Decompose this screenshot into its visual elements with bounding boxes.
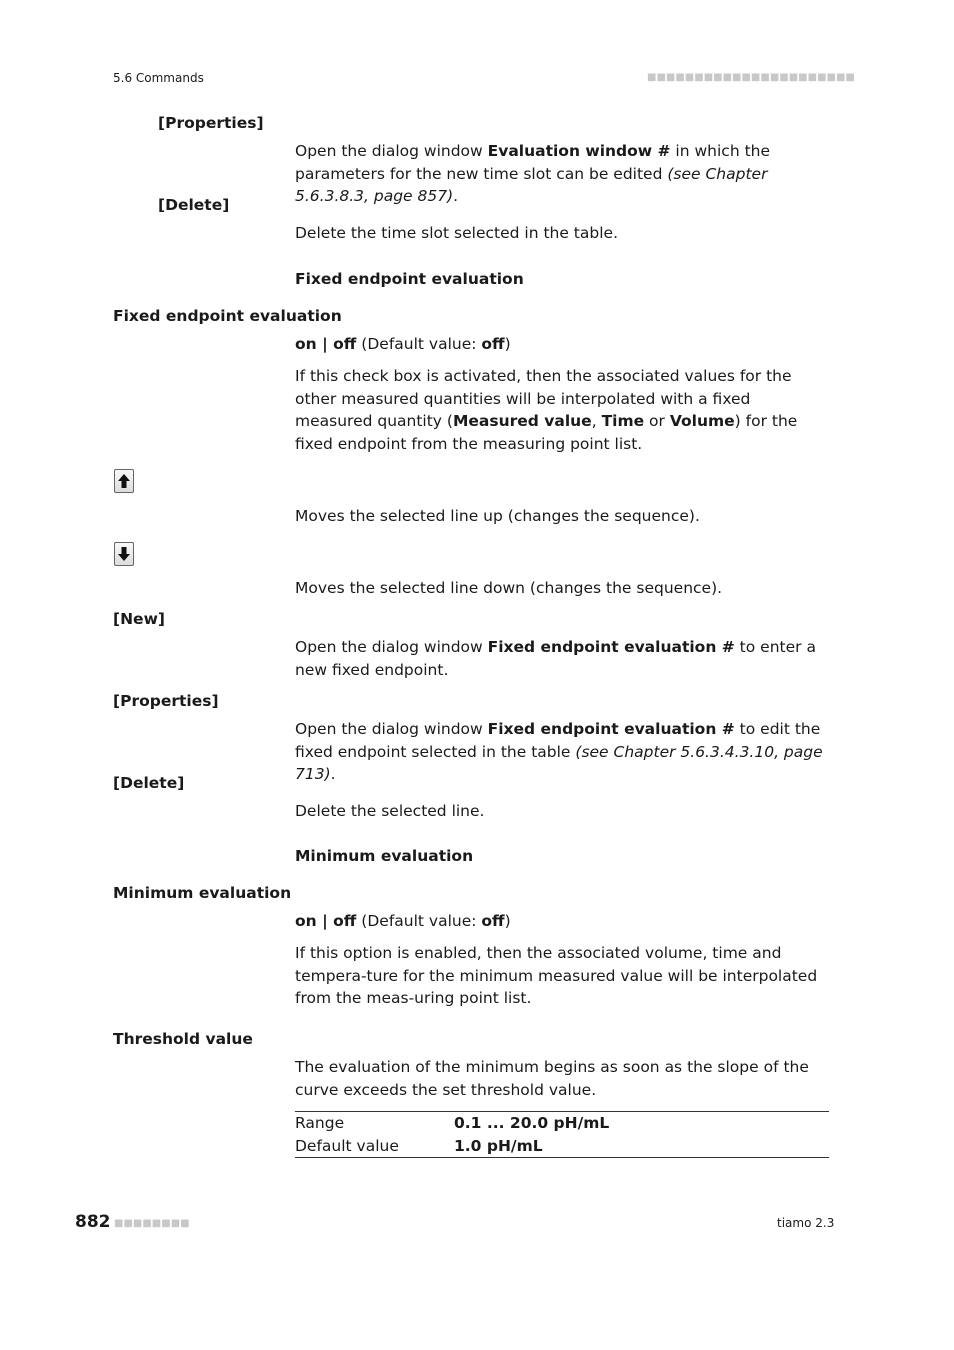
properties-label-2: [Properties] <box>113 692 219 710</box>
threshold-description: The evaluation of the minimum begins as soon as the slope of the curve exceeds the set threshold value. <box>295 1058 809 1099</box>
minimum-section-heading: Minimum evaluation <box>295 847 474 865</box>
range-value: 0.1 ... 20.0 pH/mL <box>454 1114 610 1133</box>
new-description: Open the dialog window Fixed endpoint evaluation # to enter a new fixed endpoint. <box>295 638 816 679</box>
delete-label-2: [Delete] <box>113 774 185 792</box>
properties-description: Open the dialog window Evaluation window # in which the parameters for the new time slot can be edited (see Chapter 5.6.3.8.3, page 857). <box>295 142 771 205</box>
threshold-label: Threshold value <box>113 1030 253 1048</box>
header-dots: ■■■■■■■■■■■■■■■■■■■■■■ <box>647 72 855 83</box>
minimum-values: on | off (Default value: off) <box>295 912 511 930</box>
range-key: Range <box>295 1114 345 1133</box>
fixed-endpoint-description: If this check box is activated, then the associated values for the other measured quantities will be interpolated with a fixed measured quantity (Measured value, Time or Volume) for the fixed endpoint from the measuring point list. <box>295 367 798 453</box>
move-down-description: Moves the selected line down (changes the sequence). <box>295 579 723 597</box>
minimum-param-label: Minimum evaluation <box>113 884 292 902</box>
new-label: [New] <box>113 610 165 628</box>
product-name: tiamo 2.3 <box>777 1216 835 1230</box>
chapter-reference-2[interactable]: (see Chapter 5.6.3.4.3.10, page 713) <box>295 742 823 783</box>
chapter-reference[interactable]: (see Chapter 5.6.3.8.3, page 857) <box>295 164 768 205</box>
delete-label: [Delete] <box>158 196 230 214</box>
footer-dots: ■■■■■■■■ <box>114 1218 190 1229</box>
properties-label: [Properties] <box>158 114 264 132</box>
running-header: 5.6 Commands <box>113 71 204 85</box>
arrow-down-icon <box>114 542 134 566</box>
threshold-param-table <box>295 1111 829 1158</box>
delete-description-2: Delete the selected line. <box>295 802 485 820</box>
fixed-endpoint-section-heading: Fixed endpoint evaluation <box>295 270 524 288</box>
table-row <box>295 1135 829 1158</box>
fixed-endpoint-param-label: Fixed endpoint evaluation <box>113 307 342 325</box>
fixed-endpoint-values: on | off (Default value: off) <box>295 335 511 353</box>
properties-description-2: Open the dialog window Fixed endpoint evaluation # to edit the fixed endpoint selected in the table (see Chapter 5.6.3.4.3.10, page 713). <box>295 720 823 783</box>
arrow-up-icon <box>114 469 134 493</box>
move-up-description: Moves the selected line up (changes the sequence). <box>295 507 700 525</box>
table-row <box>295 1112 829 1135</box>
default-key: Default value <box>295 1136 399 1155</box>
default-value: 1.0 pH/mL <box>454 1136 543 1155</box>
delete-description: Delete the time slot selected in the table. <box>295 224 618 242</box>
minimum-description: If this option is enabled, then the associated volume, time and tempera-ture for the minimum measured value will be interpolated from the meas-uring point list. <box>295 944 818 1007</box>
page-number: 882 <box>75 1212 111 1232</box>
